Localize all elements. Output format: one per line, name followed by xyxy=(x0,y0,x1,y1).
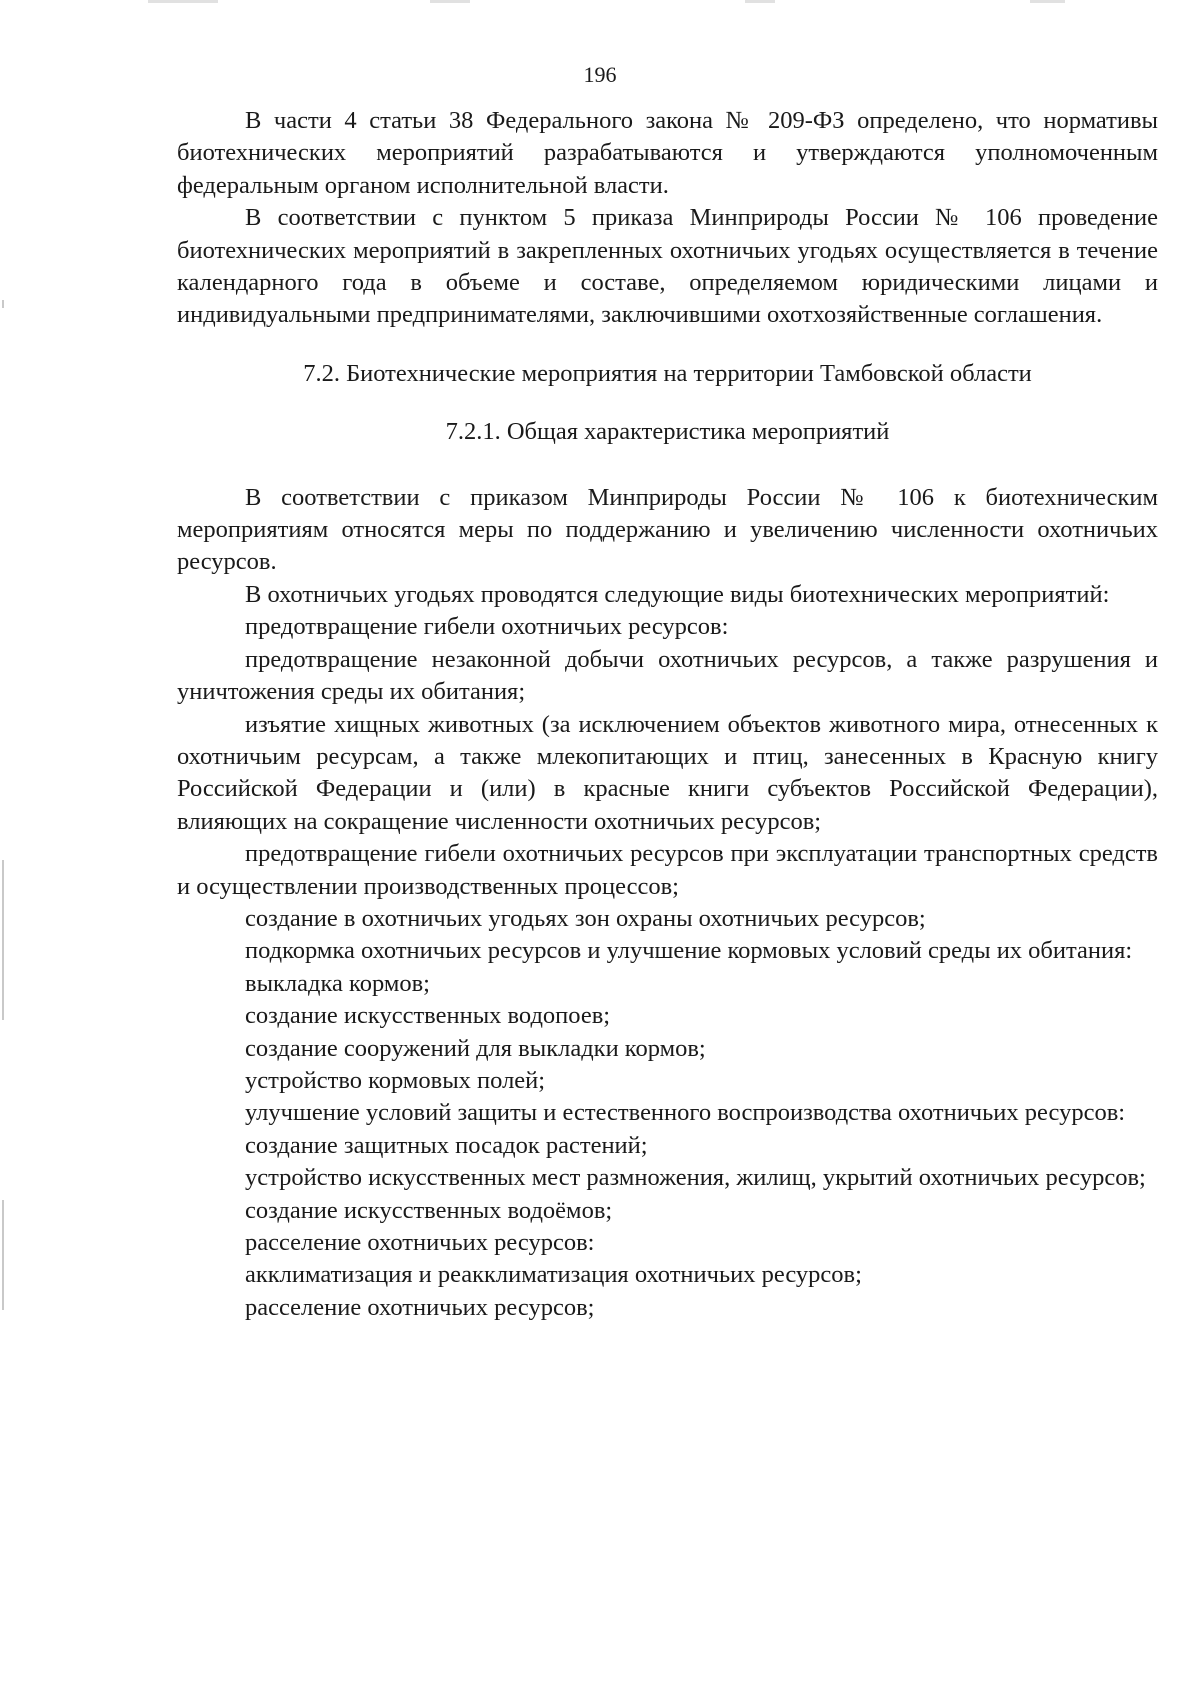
list-item: выкладка кормов; xyxy=(245,969,430,997)
paragraph: В соответствии с приказом Минприроды России № 106 к биотехническим мероприятиям относятся меры по поддержанию и увеличению численности охотничьих ресурсов. xyxy=(177,483,1158,576)
margin-mark xyxy=(2,300,4,308)
margin-mark xyxy=(2,860,4,1020)
scan-artifact xyxy=(745,0,775,3)
scan-artifact xyxy=(148,0,218,3)
document-body xyxy=(177,105,1158,1324)
list-item: изъятие хищных животных (за исключением объектов животного мира, отнесенных к охотничьим ресурсам, а также млекопитающих и птиц, занесенных в Красную книгу Российской Федерации и (или) в красные книги субъектов Российской Федерации), влияющих на сокращение численности охотничьих ресурсов; xyxy=(177,710,1158,835)
list-item: создание искусственных водопоев; xyxy=(245,1002,611,1030)
list-item: расселение охотничьих ресурсов; xyxy=(245,1293,595,1321)
paragraph: В части 4 статьи 38 Федерального закона № 209-ФЗ определено, что нормативы биотехнических мероприятий разрабатываются и утверждаются уполномоченным федеральным органом исполнительной власти. xyxy=(177,107,1158,199)
list-item: создание искусственных водоёмов; xyxy=(245,1196,613,1224)
paragraph: В соответствии с пунктом 5 приказа Минприроды России № 106 проведение биотехнических мероприятий в закрепленных охотничьих угодьях осуществляется в течение календарного года в объеме и составе, определяемом юридическими лицами и индивидуальными предпринимателями, заключившими охотхозяйственные соглашения. xyxy=(177,204,1158,329)
list-item: предотвращение гибели охотничьих ресурсов при эксплуатации транспортных средств и осуществлении производственных процессов; xyxy=(177,840,1158,900)
subsection-heading: 7.2.1. Общая характеристика мероприятий xyxy=(445,418,890,446)
list-item: устройство кормовых полей; xyxy=(245,1066,546,1094)
margin-mark xyxy=(2,1200,4,1310)
list-item: создание в охотничьих угодьях зон охраны охотничьих ресурсов; xyxy=(245,904,926,932)
list-item: предотвращение незаконной добычи охотничьих ресурсов, а также разрушения и уничтожения среды их обитания; xyxy=(177,645,1158,706)
section-heading: 7.2. Биотехнические мероприятия на территории Тамбовской области xyxy=(303,359,1032,387)
list-item: расселение охотничьих ресурсов: xyxy=(245,1229,595,1256)
scan-artifact xyxy=(1030,0,1065,3)
scan-artifact xyxy=(430,0,470,3)
page-number: 196 xyxy=(583,62,617,87)
list-item: улучшение условий защиты и естественного воспроизводства охотничьих ресурсов: xyxy=(245,1099,1126,1127)
list-item: устройство искусственных мест размножения, жилищ, укрытий охотничьих ресурсов; xyxy=(245,1164,1146,1192)
list-item: создание защитных посадок растений; xyxy=(245,1131,648,1159)
list-item: акклиматизация и реакклиматизация охотничьих ресурсов; xyxy=(245,1261,862,1289)
list-item: подкормка охотничьих ресурсов и улучшение кормовых условий среды их обитания: xyxy=(245,937,1133,965)
list-item: предотвращение гибели охотничьих ресурсов: xyxy=(245,613,729,641)
paragraph: В охотничьих угодьях проводятся следующие виды биотехнических мероприятий: xyxy=(245,580,1110,608)
list-item: создание сооружений для выкладки кормов; xyxy=(245,1034,706,1062)
